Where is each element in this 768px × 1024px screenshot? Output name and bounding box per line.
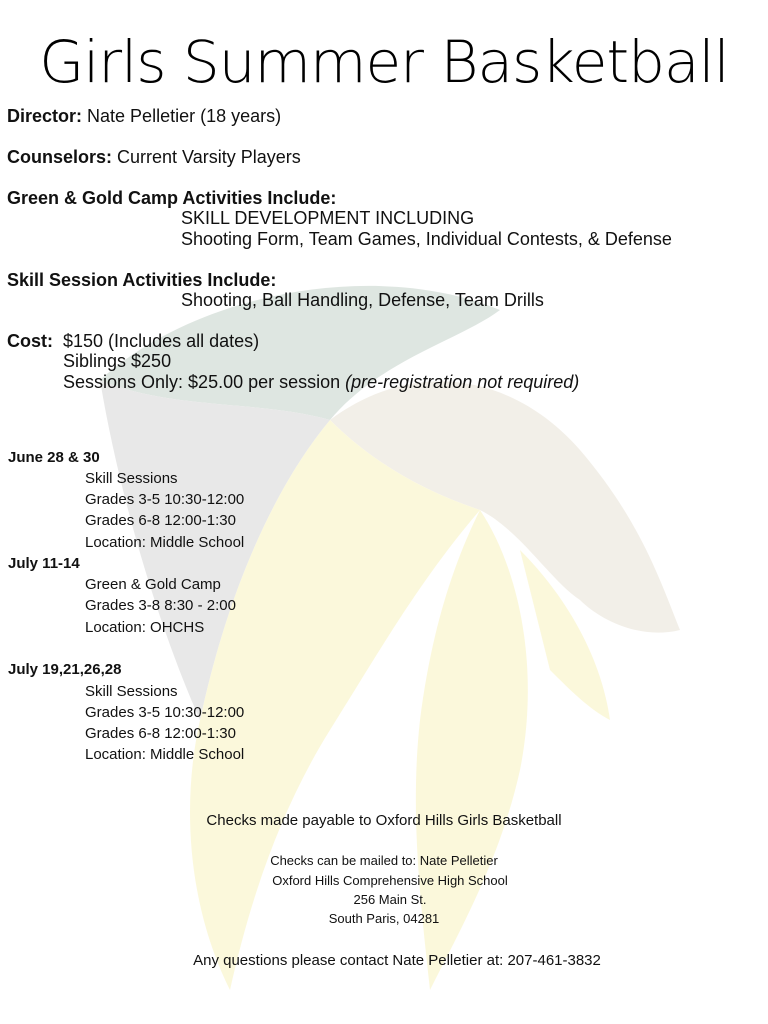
counselors-label: Counselors: (7, 147, 113, 167)
page-title: Girls Summer Basketball (39, 28, 729, 96)
schedule-line: Skill Sessions (85, 470, 178, 487)
director-line (7, 106, 281, 127)
skill-activities-line: Shooting, Ball Handling, Defense, Team Drills (181, 290, 544, 310)
schedule-line: Grades 6-8 12:00-1:30 (85, 512, 236, 529)
schedule-date-text: July 19,21,26,28 (8, 661, 122, 678)
schedule-line: Green & Gold Camp (85, 576, 221, 593)
cost-sessions: Sessions Only: $25.00 per session (63, 372, 341, 392)
contact-line: Any questions please contact Nate Pelletier at: 207-461-3832 (193, 952, 601, 969)
counselors-line (7, 147, 301, 168)
director-value: Nate Pelletier (18 years) (87, 106, 282, 126)
cost-line (7, 331, 259, 352)
schedule-line: Grades 3-5 10:30-12:00 (85, 704, 245, 721)
mail-line: Oxford Hills Comprehensive High School (272, 873, 508, 888)
schedule-line: Grades 3-5 10:30-12:00 (85, 491, 245, 508)
schedule-date (8, 449, 100, 466)
schedule-date-text: June 28 & 30 (8, 449, 100, 466)
schedule-line: Grades 6-8 12:00-1:30 (85, 725, 236, 742)
skill-activities-label: Skill Session Activities Include: (7, 270, 277, 290)
camp-activities-heading (7, 188, 336, 209)
mail-line: Checks can be mailed to: Nate Pelletier (270, 853, 498, 868)
cost-siblings: Siblings $250 (63, 351, 172, 371)
schedule-line: Location: Middle School (85, 746, 245, 763)
checks-payable: Checks made payable to Oxford Hills Girls Basketball (206, 812, 562, 829)
camp-activities-line: SKILL DEVELOPMENT INCLUDING (181, 208, 475, 228)
counselors-value: Current Varsity Players (117, 147, 301, 167)
schedule-line: Skill Sessions (85, 683, 178, 700)
director-label: Director: (7, 106, 83, 126)
cost-label: Cost: (7, 331, 53, 351)
schedule-line: Location: OHCHS (85, 619, 205, 636)
schedule-line: Grades 3-8 8:30 - 2:00 (85, 597, 236, 614)
mail-line: 256 Main St. (353, 892, 427, 907)
skill-activities-heading (7, 270, 276, 291)
camp-activities-line: Shooting Form, Team Games, Individual Contests, & Defense (181, 229, 672, 249)
mail-line: South Paris, 04281 (328, 911, 440, 926)
cost-sessions-note: (pre-registration not required) (345, 372, 580, 392)
schedule-date (8, 555, 80, 572)
schedule-date (8, 661, 121, 678)
camp-activities-label: Green & Gold Camp Activities Include: (7, 188, 337, 208)
cost-main: $150 (Includes all dates) (63, 331, 260, 351)
schedule-line: Location: Middle School (85, 534, 245, 551)
cost-sessions-line (63, 372, 579, 393)
schedule-date-text: July 11-14 (8, 555, 80, 572)
